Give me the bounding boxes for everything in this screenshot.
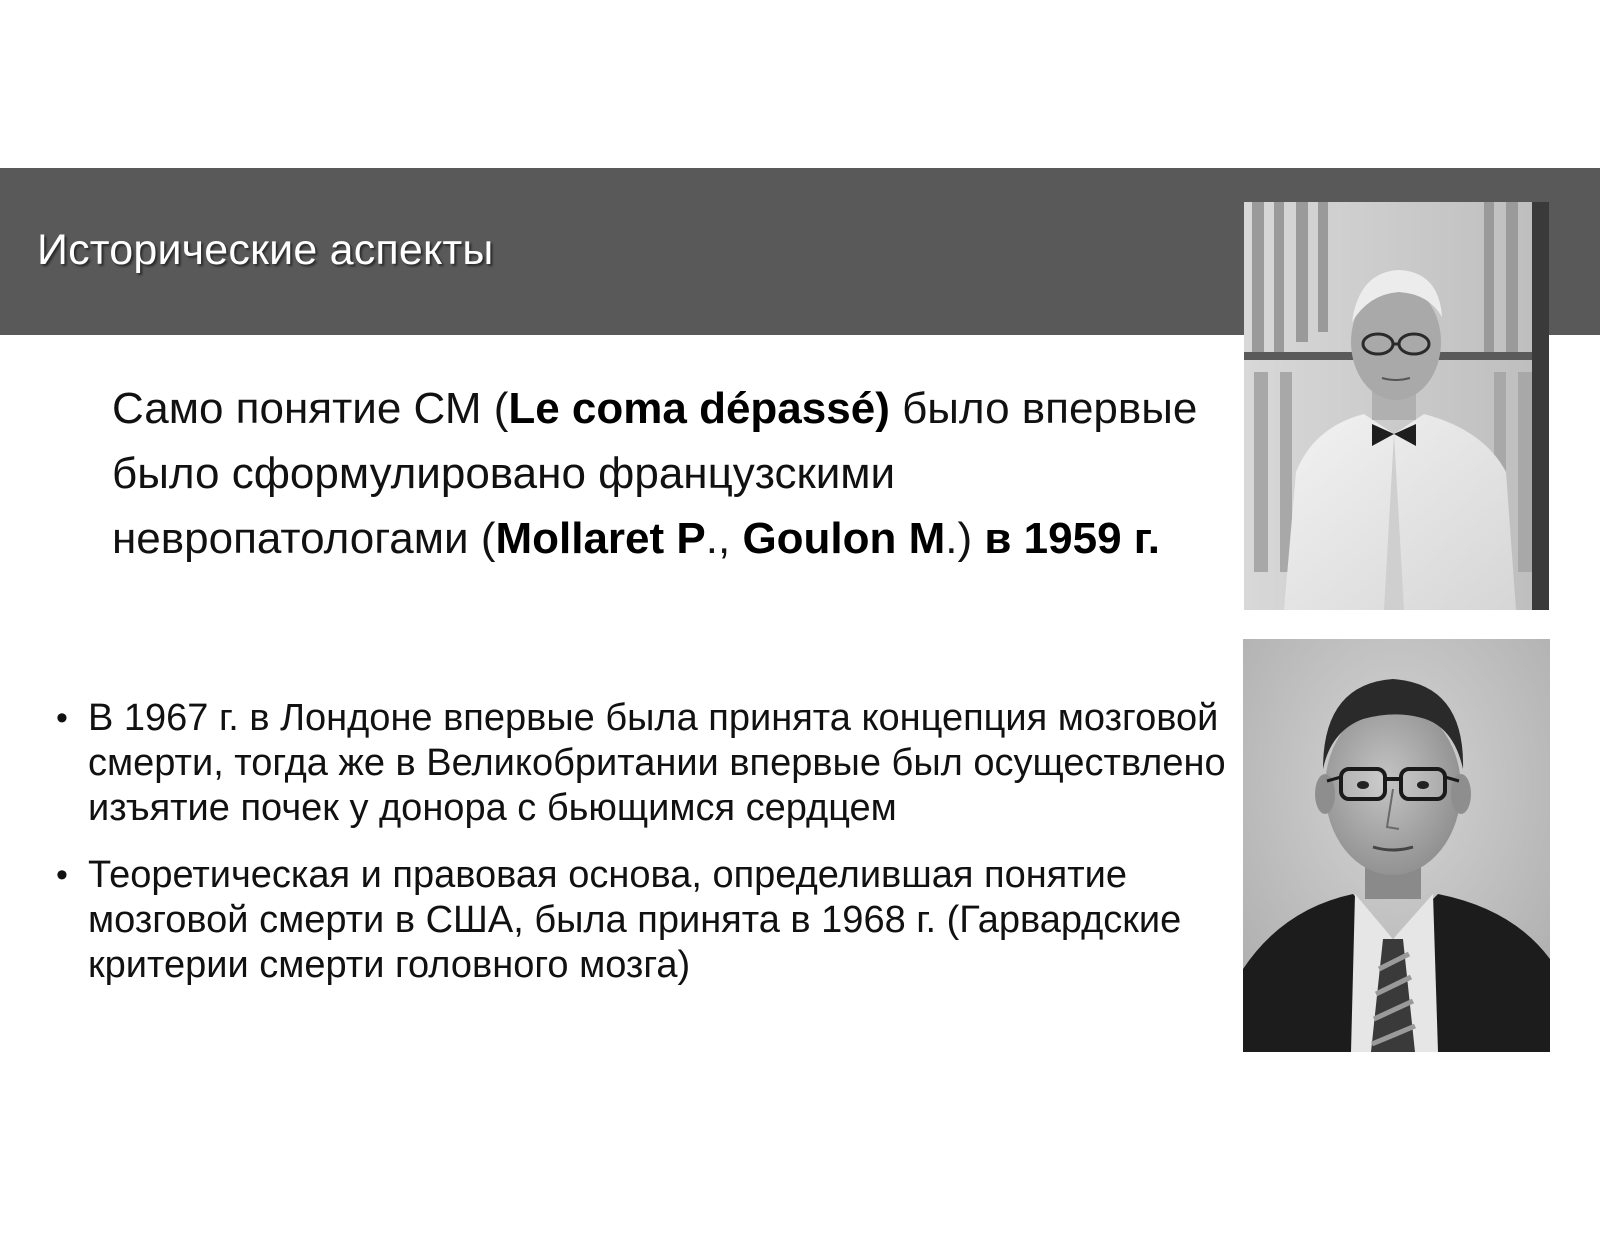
bullet-list [56,696,1226,1010]
list-item [56,853,1226,988]
intro-bold-author-1: Mollaret P [495,514,706,563]
slide-title: Исторические аспекты [37,226,494,274]
list-item [56,696,1226,831]
bullet-icon: • [56,856,68,894]
intro-bold-term: Le coma dépassé) [508,384,890,433]
intro-text-4: .) [945,514,985,563]
bullet-text: В 1967 г. в Лондоне впервые была принята концепция мозговой смерти, тогда же в Великобритании впервые был осуществлено изъятие почек у донора с бьющимся сердцем [88,697,1226,829]
intro-paragraph [112,376,1232,571]
intro-text-2: было впервые было сформулировано французскими невропатологами ( [112,384,1198,563]
intro-text-1: Само понятие СМ ( [112,384,509,433]
intro-bold-author-2: Goulon M [742,514,946,563]
bullet-text: Теоретическая и правовая основа, определившая понятие мозговой смерти в США, была принята в 1968 г. (Гарвардские критерии смерти головного мозга) [88,854,1182,986]
bullet-icon: • [56,699,68,737]
intro-bold-year: в 1959 г. [984,514,1160,563]
intro-text-3: ., [705,514,743,563]
portrait-photo-icon [1244,202,1549,610]
portrait-photo-icon [1243,639,1550,1052]
